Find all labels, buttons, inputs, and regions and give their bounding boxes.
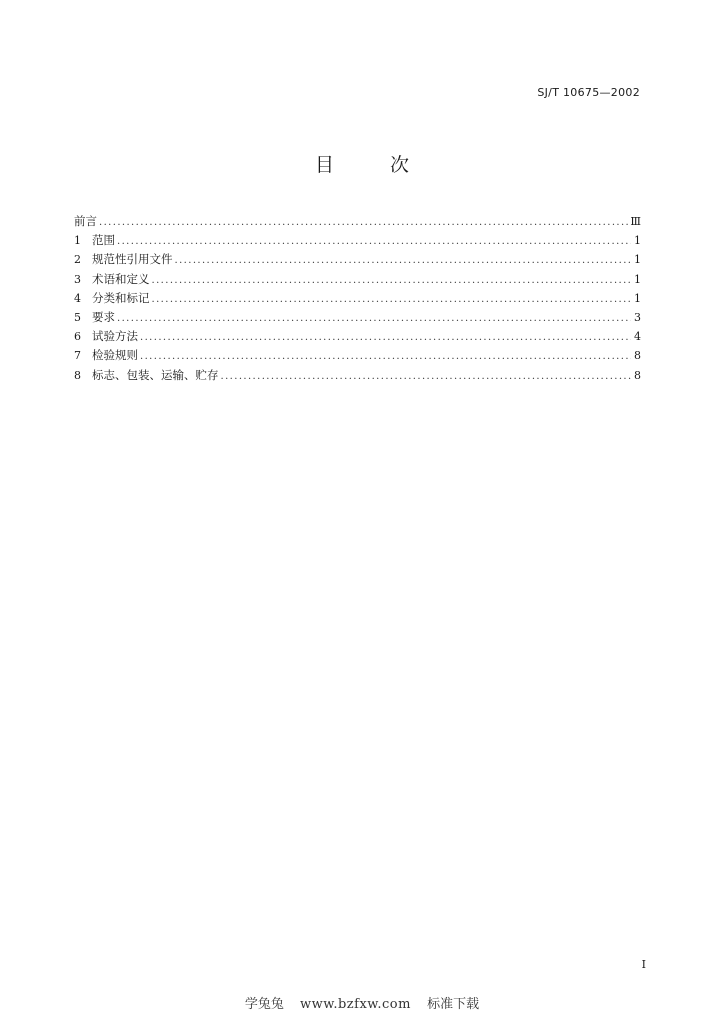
toc-entry-label: 范围 [92, 233, 115, 248]
toc-leader-dots [140, 328, 631, 347]
toc-entry-2[interactable] [74, 250, 641, 269]
toc-entry-4[interactable] [74, 289, 641, 308]
footer-watermark [0, 993, 724, 1012]
toc-entry-page: 1 [634, 272, 641, 286]
toc-entry-page: 4 [634, 330, 641, 344]
toc-leader-dots [99, 213, 628, 232]
toc-entry-6[interactable] [74, 327, 641, 346]
toc-entry-8[interactable] [74, 366, 641, 385]
table-of-contents [74, 212, 641, 385]
toc-entry-number: 1 [74, 234, 81, 248]
toc-entry-page: 1 [634, 234, 641, 248]
toc-entry-label: 规范性引用文件 [92, 252, 173, 267]
toc-entry-page: Ⅲ [630, 215, 641, 228]
toc-entry-page: 8 [634, 349, 641, 363]
footer-url-link[interactable]: www.bzfxw.com [300, 997, 411, 1012]
toc-heading [0, 150, 724, 177]
toc-entry-label: 要求 [92, 309, 115, 324]
toc-entry-number: 8 [74, 368, 81, 382]
toc-entry-number: 3 [74, 272, 81, 286]
toc-entry-page: 1 [634, 291, 641, 305]
toc-leader-dots [117, 232, 631, 251]
toc-entry-label: 前言 [74, 214, 97, 228]
toc-entry-1[interactable] [74, 231, 641, 250]
toc-entry-page: 3 [634, 310, 641, 324]
page-number: I [641, 958, 646, 971]
toc-leader-dots [152, 271, 632, 290]
toc-entry-label: 试验方法 [92, 329, 138, 344]
toc-leader-dots [175, 251, 632, 270]
toc-entry-number: 4 [74, 291, 81, 305]
toc-entry-7[interactable] [74, 346, 641, 365]
toc-entry-page: 1 [634, 253, 641, 267]
toc-entry-label: 检验规则 [92, 348, 138, 363]
toc-entry-page: 8 [634, 368, 641, 382]
toc-entry-foreword[interactable] [74, 212, 641, 231]
toc-entry-number: 2 [74, 253, 81, 267]
footer-tagline: 标准下载 [427, 997, 480, 1012]
toc-entry-5[interactable] [74, 308, 641, 327]
document-code: SJ/T 10675—2002 [537, 86, 640, 99]
toc-entry-label: 标志、包装、运输、贮存 [92, 367, 219, 382]
toc-entry-label: 术语和定义 [92, 271, 150, 286]
toc-leader-dots [117, 309, 631, 328]
toc-heading-char-1: 目 [314, 154, 334, 176]
toc-entry-number: 5 [74, 310, 81, 324]
toc-heading-char-2: 次 [390, 154, 410, 176]
toc-entry-label: 分类和标记 [92, 290, 150, 305]
footer-site-name: 学兔兔 [244, 997, 284, 1012]
toc-entry-3[interactable] [74, 270, 641, 289]
toc-leader-dots [140, 347, 631, 366]
toc-leader-dots [221, 367, 632, 386]
toc-leader-dots [152, 290, 632, 309]
toc-entry-number: 6 [74, 330, 81, 344]
toc-entry-number: 7 [74, 349, 81, 363]
